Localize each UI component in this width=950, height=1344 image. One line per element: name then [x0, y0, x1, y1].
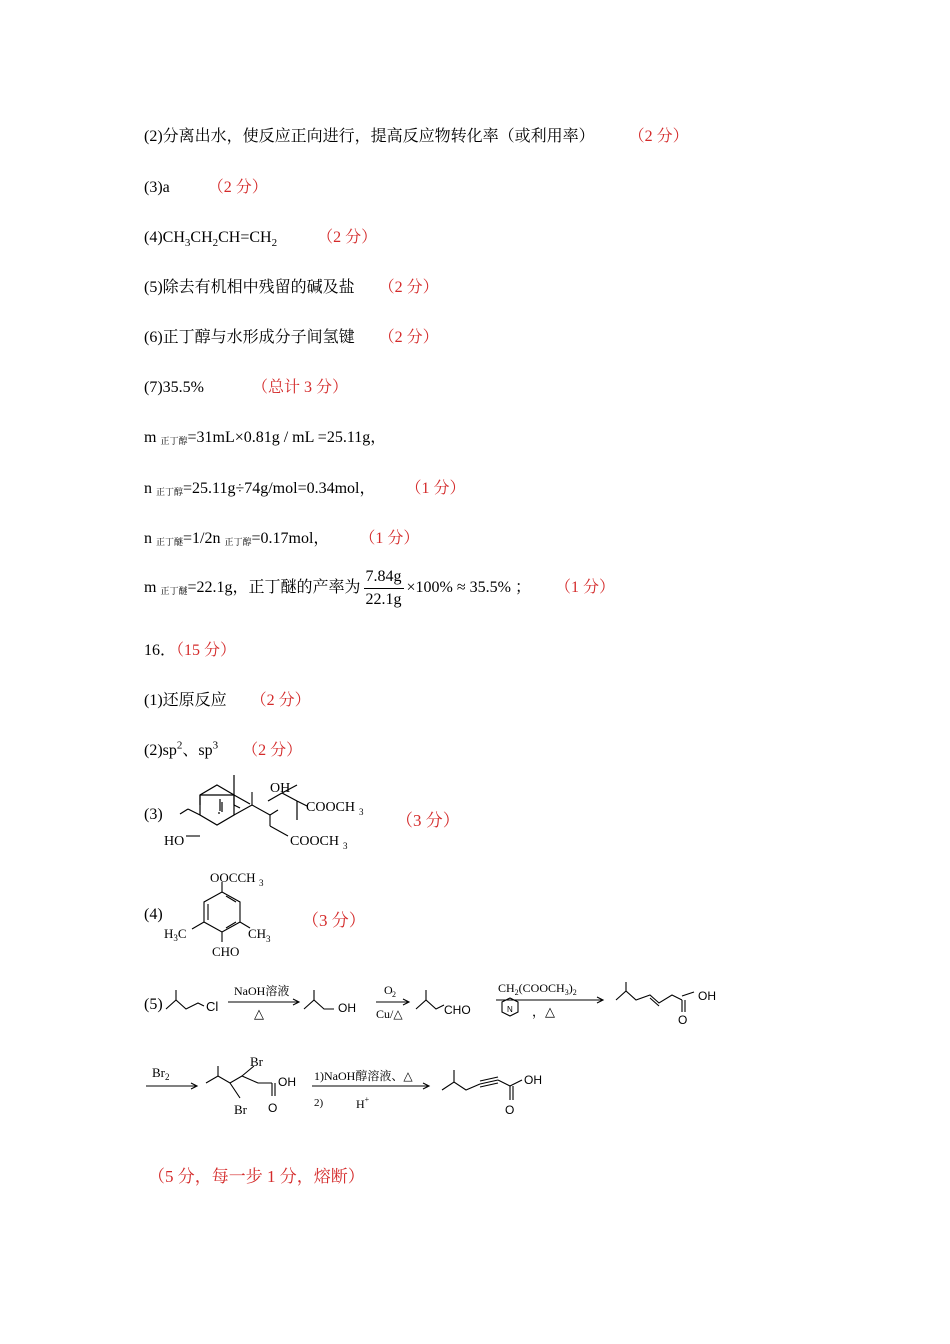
s5-r1-top: NaOH溶液 — [234, 984, 290, 998]
s5-r4-top: $Br_2$ — [152, 1065, 170, 1082]
s5-br-top: Br — [250, 1054, 263, 1069]
s5-acid-oh: OH — [698, 989, 716, 1003]
s5-r5-num: 2) — [314, 1097, 324, 1109]
s5-oh: OH — [338, 1001, 356, 1015]
q15-part4-points: （2 分） — [317, 229, 378, 246]
q15-part4 — [144, 224, 377, 249]
s5-cl: Cl — [206, 999, 219, 1014]
q15-part2-points: （2 分） — [628, 128, 689, 145]
yield-fraction: $\frac{7.84g}{22.1g}$ — [365, 568, 402, 608]
s5-br-bot: Br — [234, 1102, 247, 1117]
q15-part6 — [144, 324, 439, 347]
q16-header — [144, 637, 236, 660]
q15-calc3-points: （1 分） — [359, 530, 420, 547]
q16-part3-label: (3) — [144, 806, 163, 823]
q15-part5 — [144, 274, 439, 297]
svg-text:3: 3 — [259, 878, 264, 888]
svg-text:3: 3 — [343, 841, 348, 851]
s3-cooch3-a: COOCH — [306, 800, 356, 815]
svg-text:3: 3 — [266, 934, 271, 944]
s5-r2-top: O — [384, 983, 393, 997]
q15-part6-text: (6)正丁醇与水形成分子间氢键 — [144, 329, 355, 346]
s3-ho: HO — [164, 834, 185, 849]
q16-part2: $(2)sp^2$、$sp^3$ （2 分） — [144, 739, 303, 759]
s4-h3c: $H_3C$ — [164, 926, 187, 943]
q15-part2 — [144, 123, 689, 146]
q15-part7 — [144, 374, 348, 397]
q15-calc2: n 正丁醇=25.11g÷74g/mol=0.34mol， （1 分） — [144, 480, 466, 497]
s4-cho: CHO — [212, 944, 240, 959]
q16-part5-label: (5) — [144, 996, 163, 1013]
q15-part5-points: （2 分） — [378, 279, 439, 296]
q16-part1-points: （2 分） — [250, 692, 311, 709]
q16-total-points: （15 分） — [176, 642, 237, 659]
structure-3-labels — [160, 776, 370, 856]
q15-calc1: m 正丁醇=31mL×0.81g / mL =25.11g， — [144, 429, 387, 446]
s5-r5-top: 1)NaOH醇溶液、△ — [314, 1069, 413, 1083]
q15-calc3: n 正丁醚=1/2n 正丁醇=0.17mol， （1 分） — [144, 530, 420, 547]
q15-part7-text: (7)35.5% — [144, 379, 204, 396]
s5-r3-top: $CH_2(COOCH_3)_2$ — [498, 981, 577, 997]
s5-r2-bot: Cu/△ — [376, 1007, 403, 1021]
s3-cooch3-b: COOCH — [290, 834, 340, 849]
q15-part3-points: （2 分） — [207, 179, 268, 196]
q15-part3-text: (3)a — [144, 179, 170, 196]
q16-part4-label: (4) — [144, 906, 163, 923]
q15-part2-text: (2)分离出水，使反应正向进行，提高反应物转化率（或利用率） — [144, 128, 595, 145]
s5-acid2-o: O — [268, 1101, 278, 1115]
q15-part4-formula: $(4)CH_3CH_2CH=CH_2$ — [144, 229, 278, 250]
s4-ch3: CH — [248, 926, 267, 941]
q16-number: 16． — [144, 642, 177, 659]
q16-part3-points: （3 分） — [396, 811, 460, 830]
q16-part1: (1)还原反应 （2 分） — [144, 692, 311, 709]
q15-calc4: m 正丁醚=22.1g，正丁醚的产率为 $\frac{7.84g}{22.1g}$ ×100% ≈ 35.5% ； （1 分） — [144, 566, 615, 611]
s5-final-oh: OH — [524, 1073, 542, 1087]
s5-r3-cond: ，△ — [532, 1004, 555, 1019]
q15-calc2-points: （1 分） — [405, 480, 466, 497]
q16-part5-summary: （5 分，每一步 1 分，熔断） — [148, 1167, 365, 1186]
q16-part2-points: （2 分） — [242, 742, 303, 759]
structure-3-bonds — [186, 792, 288, 836]
s3-oh: OH — [270, 781, 291, 796]
s5-r1-bot: △ — [254, 1006, 264, 1021]
q15-part7-points: （总计 3 分） — [251, 379, 348, 396]
svg-text:2: 2 — [392, 990, 396, 999]
route-row-1 — [162, 978, 732, 1028]
q15-part6-points: （2 分） — [378, 329, 439, 346]
q15-part3 — [144, 174, 268, 197]
s5-pyridine-n: N — [507, 1005, 513, 1014]
s5-cho: CHO — [444, 1003, 471, 1017]
q15-calc4-points: （1 分） — [554, 579, 615, 597]
route-row-2 — [144, 1050, 564, 1122]
s5-acid-o: O — [678, 1013, 688, 1027]
q16-part4-points: （3 分） — [302, 911, 366, 930]
structure-4 — [160, 866, 290, 962]
s5-r5-bot: H+ — [356, 1095, 370, 1111]
s5-final-o: O — [505, 1103, 515, 1117]
s4-ester: OOCCH — [210, 870, 256, 885]
svg-text:3: 3 — [359, 807, 364, 817]
q15-part5-text: (5)除去有机相中残留的碱及盐 — [144, 279, 355, 296]
s5-acid2-oh: OH — [278, 1075, 296, 1089]
